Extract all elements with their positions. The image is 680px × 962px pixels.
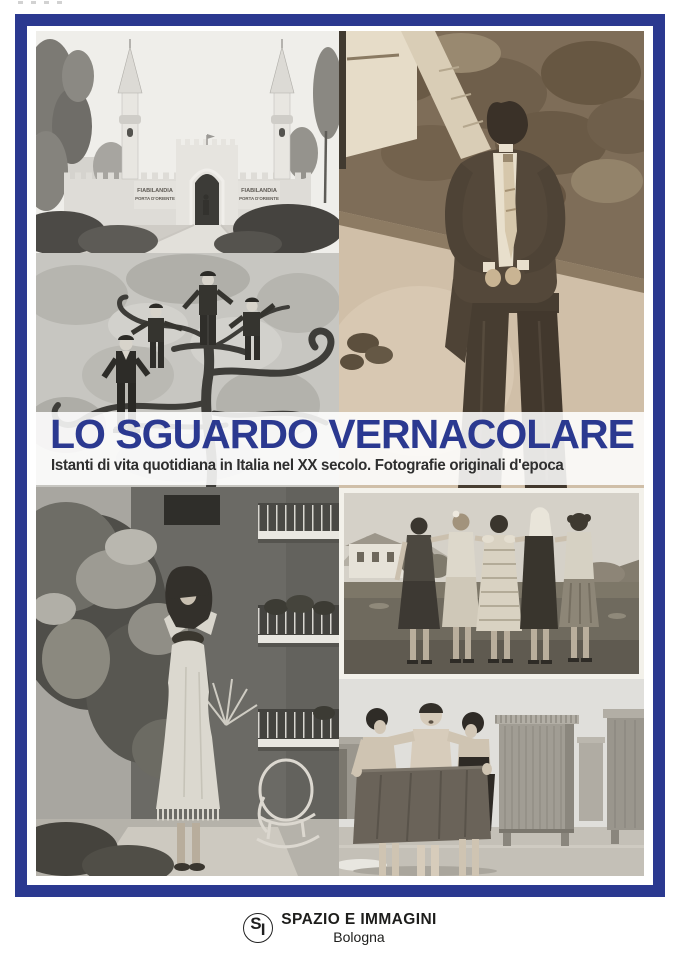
photo-fiabilandia-gate: [36, 31, 339, 253]
publisher-city: Bologna: [333, 929, 385, 945]
photo-five-women-image: [339, 488, 644, 679]
sign-text: FIABILANDIA: [241, 188, 277, 194]
logo-letter-s: S: [250, 914, 262, 934]
balcony-lower: [258, 706, 339, 751]
poster-frame: [15, 14, 665, 897]
publisher-text: [281, 911, 437, 946]
photo-beach-cabins: [339, 679, 644, 876]
balcony-middle: [258, 595, 339, 647]
sign-text: PORTA D'ORIENTE: [239, 196, 279, 201]
cabin-center: [495, 715, 579, 846]
title-band: [27, 412, 653, 485]
balcony-top: [258, 503, 339, 543]
photo-fiabilandia-gate-image: [36, 31, 339, 253]
publisher-lockup: [243, 911, 437, 946]
scan-artifact: [18, 1, 70, 4]
towel: [353, 767, 491, 844]
window: [164, 495, 220, 525]
photo-garden-woman-image: [36, 487, 339, 876]
photo-beach-cabins-image: [339, 679, 644, 876]
publisher-footer: [0, 897, 680, 962]
cabin-right: [603, 709, 644, 844]
photo-garden-woman: [36, 487, 339, 876]
hair: [487, 101, 528, 145]
sign-text: PORTA D'ORIENTE: [135, 196, 175, 201]
gate-opening: [195, 174, 219, 225]
spazio-immagini-logo: [243, 913, 273, 943]
publisher-name: SPAZIO E IMMAGINI: [281, 911, 437, 929]
poster-title: LO SGUARDO VERNACOLARE: [50, 412, 634, 457]
photo-five-women: [339, 488, 644, 679]
visitor-figure: [203, 194, 209, 215]
poster-subtitle: Istanti di vita quotidiana in Italia nel XX secolo. Fotografie originali d'epoca: [51, 456, 564, 474]
cabin-far: [577, 737, 605, 821]
logo-letter-i: I: [260, 920, 266, 940]
sign-text: FIABILANDIA: [137, 188, 173, 194]
photo-collage: [36, 31, 644, 876]
